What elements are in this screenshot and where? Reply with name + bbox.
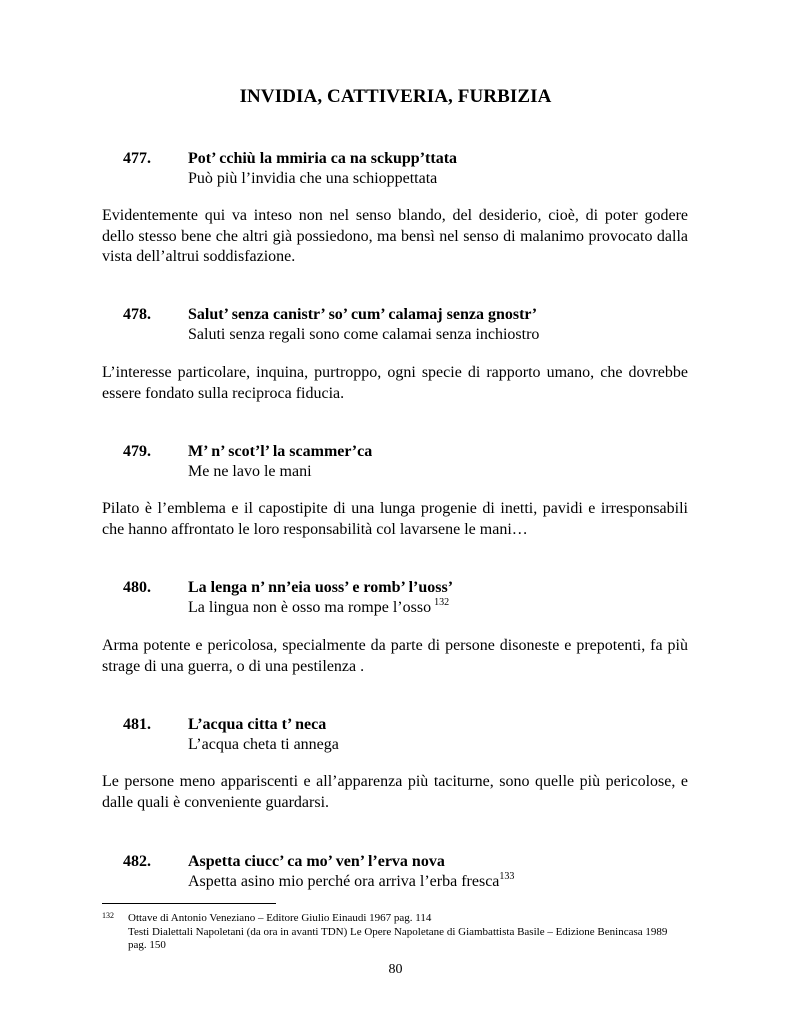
proverb-number: 480. [123,579,151,596]
proverb-comment: Arma potente e pericolosa, specialmente da parte di persone disoneste e prepotenti, fa più strage di una guerra, o di una pestilenza . [102,637,688,675]
proverb-dialect: Pot’ cchiù la mmiria ca na sckupp’ttata [188,150,458,167]
proverb-comment: Pilato è l’emblema e il capostipite di una lunga progenie di inetti, pavidi e irresponsabili che hanno affrontato le loro responsabilità col lavarsene le mani… [102,500,688,538]
footnote-divider [102,903,276,904]
proverb-number: 477. [123,150,151,167]
chapter-title: INVIDIA, CATTIVERIA, FURBIZIA [239,86,552,107]
page-number: 80 [388,962,403,977]
proverb-translation: Me ne lavo le mani [188,463,312,480]
footnote-reference: 132 [434,597,450,608]
footnote-number: 132 [102,911,114,920]
proverb-dialect: Aspetta ciucc’ ca mo’ ven’ l’erva nova [188,853,445,870]
proverb-dialect: La lenga n’ nn’eia uoss’ e romb’ l’uoss’ [188,579,454,596]
proverb-comment: Le persone meno appariscenti e all’apparenza più taciturne, sono quelle più pericolose, e dalle quali è conveniente guardarsi. [102,773,688,811]
proverb-comment: Evidentemente qui va inteso non nel senso blando, del desiderio, cioè, di poter godere dello stesso bene che altri già possiedono, ma bensì nel senso di malanimo provocato dalla vista dell’altrui soddisfazione. [102,207,688,265]
proverb-translation: Saluti senza regali sono come calamai senza inchiostro [188,326,540,343]
proverb-translation: Aspetta asino mio perché ora arriva l’erba fresca$^{133}$ [188,871,515,890]
footnote-text: Ottave di Antonio Veneziano – Editore Giulio Einaudi 1967 pag. 114 [128,912,432,924]
proverb-dialect: L’acqua citta t’ neca [188,716,327,733]
proverb-translation: La lingua non è osso ma rompe l’osso $^{132}$ [188,597,450,616]
proverb-number: 479. [123,443,151,460]
proverb-number: 481. [123,716,151,733]
proverb-number: 478. [123,306,151,323]
proverb-translation: L’acqua cheta ti annega [188,736,339,753]
proverb-translation: Può più l’invidia che una schioppettata [188,170,438,187]
footnote-reference: 133 [499,871,515,882]
footnote-text: Testi Dialettali Napoletani (da ora in avanti TDN) Le Opere Napoletane di Giambattista Basile – Edizione Benincasa 1989 pag. 150 [128,926,668,951]
proverb-dialect: M’ n’ scot’l’ la scammer’ca [188,443,373,460]
proverb-dialect: Salut’ senza canistr’ so’ cum’ calamaj senza gnostr’ [188,306,538,323]
proverb-number: 482. [123,853,151,870]
proverb-comment: L’interesse particolare, inquina, purtroppo, ogni specie di rapporto umano, che dovrebbe essere fondato sulla reciproca fiducia. [102,364,688,402]
